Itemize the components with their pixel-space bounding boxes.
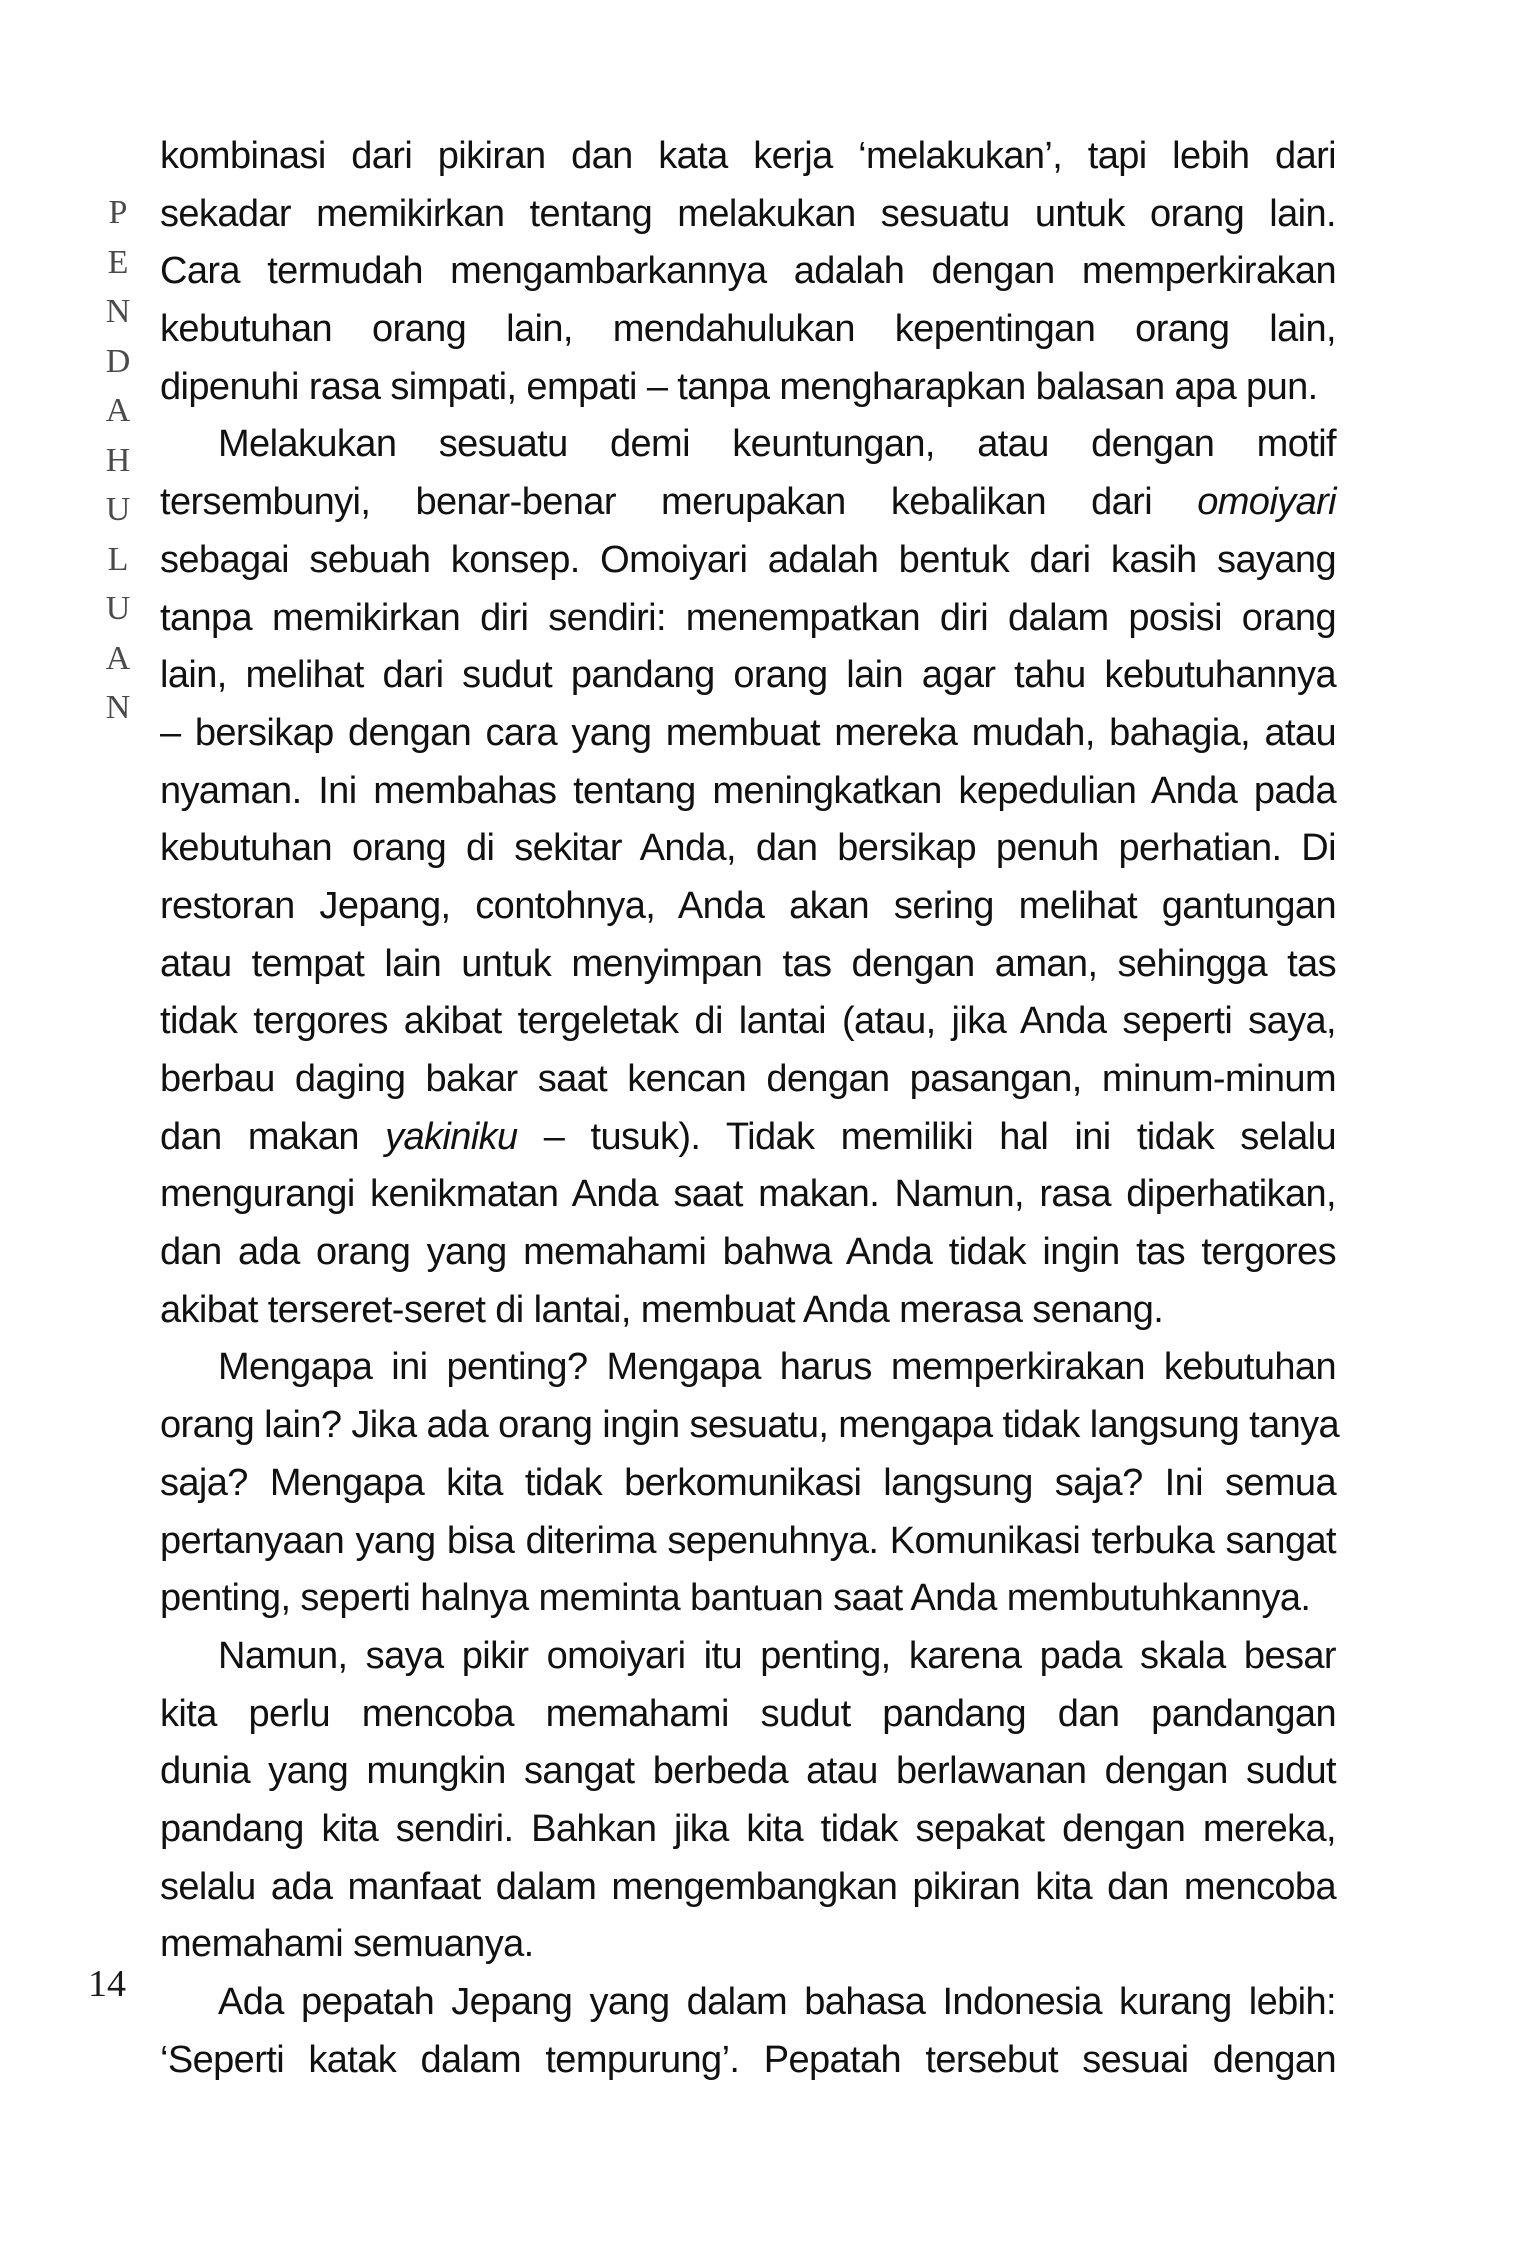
- text-segment: Mengapa ini penting? Mengapa harus memperkirakan kebutuhan: [218, 1346, 1336, 1389]
- text-segment: orang lain? Jika ada orang ingin sesuatu, mengapa tidak langsung tanya: [160, 1404, 1340, 1447]
- running-head-vertical: [96, 188, 140, 733]
- text-line: [160, 1801, 1336, 1859]
- text-segment: dan ada orang yang memahami bahwa Anda tidak ingin tas tergores: [160, 1231, 1336, 1274]
- text-line: [160, 1166, 1336, 1224]
- text-segment: kebutuhan orang lain, mendahulukan kepentingan orang lain,: [160, 308, 1336, 351]
- running-head-letter: E: [107, 243, 129, 281]
- text-segment: memahami semuanya.: [160, 1923, 534, 1966]
- text-segment: tersembunyi, benar-benar merupakan kebalikan dari: [160, 481, 1198, 524]
- running-head-letter: D: [105, 342, 131, 380]
- text-line: [160, 243, 1336, 301]
- running-head-letter: H: [105, 441, 131, 479]
- text-segment: Cara termudah mengambarkannya adalah dengan memperkirakan: [160, 250, 1336, 293]
- running-head-letter: U: [105, 590, 131, 627]
- running-head-letter: P: [108, 194, 128, 231]
- text-segment: Melakukan sesuatu demi keuntungan, atau dengan motif: [218, 423, 1336, 466]
- paragraph: [160, 416, 1336, 1339]
- text-line: [160, 1109, 1336, 1167]
- text-line: [160, 1570, 1336, 1628]
- text-line: [160, 416, 1336, 474]
- text-line: [160, 186, 1336, 244]
- text-line: [160, 1686, 1336, 1744]
- running-head-letter: U: [105, 491, 131, 528]
- paragraph: [160, 1339, 1340, 1627]
- text-line: [160, 1916, 1336, 1974]
- text-line: [160, 359, 1336, 417]
- text-segment: atau tempat lain untuk menyimpan tas dengan aman, sehingga tas: [160, 942, 1336, 985]
- page-number: 14: [88, 1963, 126, 2005]
- text-line: [160, 590, 1336, 648]
- text-segment: sebagai sebuah konsep. Omoiyari adalah bentuk dari kasih sayang: [160, 538, 1336, 581]
- running-head-letter: N: [105, 293, 131, 330]
- text-line: [160, 1628, 1336, 1686]
- text-line: [160, 1339, 1336, 1397]
- text-segment: penting, seperti halnya meminta bantuan saat Anda membutuhkannya.: [160, 1577, 1311, 1620]
- text-segment: kebutuhan orang di sekitar Anda, dan bersikap penuh perhatian. Di: [160, 827, 1336, 870]
- text-segment: dunia yang mungkin sangat berbeda atau berlawanan dengan sudut: [160, 1750, 1336, 1793]
- text-line: [160, 2032, 1336, 2090]
- text-line: [160, 820, 1336, 878]
- text-line: [160, 128, 1336, 186]
- text-line: [160, 878, 1336, 936]
- italic-term: yakiniku: [385, 1115, 518, 1158]
- text-segment: sekadar memikirkan tentang melakukan sesuatu untuk orang lain.: [160, 192, 1336, 235]
- text-line: [160, 1974, 1336, 2032]
- text-segment: lain, melihat dari sudut pandang orang lain agar tahu kebutuhannya: [160, 654, 1336, 697]
- text-segment: pandang kita sendiri. Bahkan jika kita tidak sepakat dengan mereka,: [160, 1807, 1336, 1850]
- text-segment: selalu ada manfaat dalam mengembangkan pikiran kita dan mencoba: [160, 1865, 1336, 1908]
- body-text: [160, 128, 1340, 2089]
- text-segment: berbau daging bakar saat kencan dengan pasangan, minum-minum: [160, 1058, 1336, 1100]
- paragraph: [160, 1974, 1336, 2089]
- text-line: [160, 1743, 1336, 1801]
- text-segment: Namun, saya pikir omoiyari itu penting, karena pada skala besar: [218, 1634, 1336, 1677]
- running-head-letter: A: [105, 392, 131, 429]
- running-head-letter: A: [105, 639, 131, 677]
- text-segment: kombinasi dari pikiran dan kata kerja ‘melakukan’, tapi lebih dari: [160, 135, 1336, 177]
- text-line: [160, 1455, 1336, 1513]
- text-segment: kita perlu mencoba memahami sudut pandang dan pandangan: [160, 1692, 1336, 1735]
- text-line: [160, 936, 1336, 994]
- text-segment: tanpa memikirkan diri sendiri: menempatkan diri dalam posisi orang: [160, 596, 1336, 639]
- text-line: [160, 647, 1336, 705]
- text-line: [160, 1513, 1336, 1571]
- text-line: [160, 1224, 1336, 1282]
- text-segment: akibat terseret-seret di lantai, membuat Anda merasa senang.: [160, 1288, 1164, 1331]
- text-segment: tidak tergores akibat tergeletak di lantai (atau, jika Anda seperti saya,: [160, 1000, 1336, 1043]
- italic-term: omoiyari: [1197, 481, 1336, 524]
- text-segment: restoran Jepang, contohnya, Anda akan sering melihat gantungan: [160, 884, 1336, 927]
- text-line: [160, 705, 1336, 763]
- text-line: [160, 1397, 1340, 1455]
- text-line: [160, 301, 1336, 359]
- running-head-letter: L: [107, 540, 129, 578]
- text-segment: dan makan: [160, 1115, 386, 1158]
- text-segment: – bersikap dengan cara yang membuat mereka mudah, bahagia, atau: [160, 711, 1336, 754]
- text-line: [160, 1051, 1336, 1109]
- text-segment: Ada pepatah Jepang yang dalam bahasa Indonesia kurang lebih:: [218, 1981, 1336, 2023]
- running-head-letter: N: [105, 689, 131, 726]
- text-segment: – tusuk). Tidak memiliki hal ini tidak selalu: [517, 1115, 1336, 1158]
- text-line: [160, 993, 1336, 1051]
- text-line: [160, 1859, 1336, 1917]
- text-segment: nyaman. Ini membahas tentang meningkatkan kepedulian Anda pada: [160, 769, 1336, 812]
- text-line: [160, 1282, 1336, 1340]
- paragraph: [160, 128, 1336, 416]
- text-line: [160, 532, 1336, 590]
- text-line: [160, 474, 1336, 532]
- text-line: [160, 763, 1336, 821]
- text-segment: mengurangi kenikmatan Anda saat makan. Namun, rasa diperhatikan,: [160, 1173, 1336, 1216]
- text-segment: pertanyaan yang bisa diterima sepenuhnya. Komunikasi terbuka sangat: [160, 1519, 1336, 1562]
- text-segment: ‘Seperti katak dalam tempurung’. Pepatah tersebut sesuai dengan: [160, 2038, 1336, 2081]
- text-segment: dipenuhi rasa simpati, empati – tanpa mengharapkan balasan apa pun.: [160, 365, 1318, 408]
- text-segment: saja? Mengapa kita tidak berkomunikasi langsung saja? Ini semua: [160, 1461, 1336, 1504]
- paragraph: [160, 1628, 1336, 1974]
